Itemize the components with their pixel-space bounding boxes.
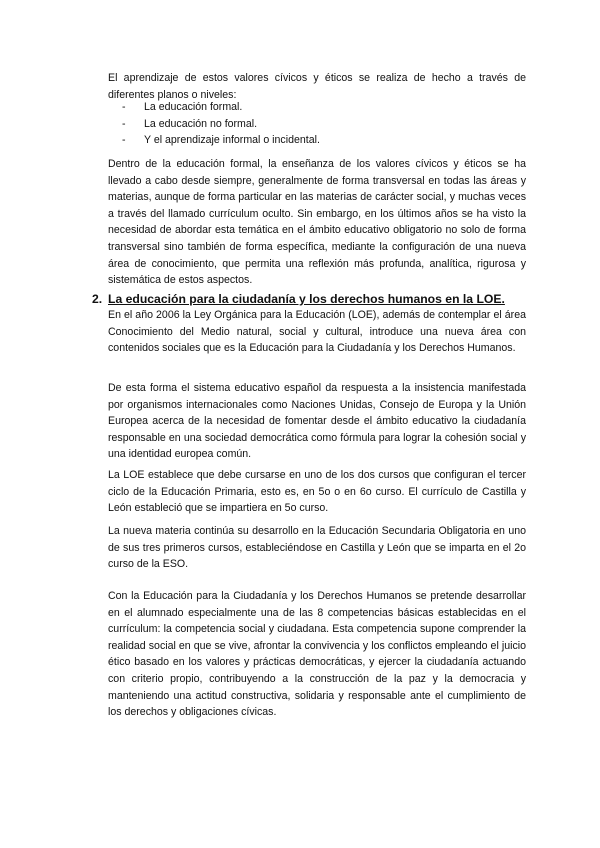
bullet-dash: - bbox=[122, 134, 126, 147]
list-item-text: La educación no formal. bbox=[144, 117, 258, 130]
paragraph-primary: La LOE establece que debe cursarse en uno de los dos cursos que configuran el tercer ciclo de la Educación Primaria, esto es, en 5o o en 6o curso. El currículo de Castilla y León estableció que se impartiera en 5o curso. bbox=[108, 469, 526, 515]
list-item bbox=[122, 116, 320, 133]
paragraph-competence: Con la Educación para la Ciudadanía y los Derechos Humanos se pretende desarrollar en el alumnado especialmente una de las 8 competencias básicas establecidas en el currículum: la competencia social y ciudadana. Esta competencia supone comprender la realidad social en que se vive, afrontar la convivencia y los conflictos empleando el juicio ético basado en los valores y prácticas democráticas, y ejercer la ciudadanía actuando con criterio propio, contribuyendo a la construcción de la paz y la democracia y manteniendo una actitud constructiva, solidaria y responsable ante el cumplimiento de los derechos y obligaciones cívicas. bbox=[108, 590, 526, 719]
formal-education-paragraph: Dentro de la educación formal, la enseñanza de los valores cívicos y éticos se ha llevado a cabo desde siempre, generalmente de forma transversal en todas las áreas y materias, aunque de forma particular en las materias de carácter social, y muchas veces a través del llamado currículum oculto. Sin embargo, en los últimos años se ha visto la necesidad de abordar esta temática en el ámbito educativo obligatorio no solo de forma transversal sino también de forma específica, mediante la configuración de una nueva área de conocimiento, que permita una reflexión más profunda, analítica, rigurosa y sistemática de estos aspectos. bbox=[108, 158, 526, 287]
intro-paragraph: El aprendizaje de estos valores cívicos y éticos se realiza de hecho a través de diferentes planos o niveles: bbox=[108, 72, 526, 101]
levels-list bbox=[122, 99, 320, 149]
list-item bbox=[122, 99, 320, 116]
list-item bbox=[122, 132, 320, 149]
paragraph-loe: En el año 2006 la Ley Orgánica para la Educación (LOE), además de contemplar el área Conocimiento del Medio natural, social y cultural, introduce una nueva área con contenidos sociales que es la Educación para la Ciudadanía y los Derechos Humanos. bbox=[108, 309, 526, 355]
section-heading bbox=[92, 290, 532, 308]
paragraph-response: De esta forma el sistema educativo español da respuesta a la insistencia manifestada por organismos internacionales como Naciones Unidas, Consejo de Europa y la Unión Europea acerca de la necesidad de fomentar desde el ámbito educativo la ciudadanía responsable en una sociedad democrática como fórmula para lograr la cohesión social y una identidad europea común. bbox=[108, 382, 526, 461]
list-item-text: Y el aprendizaje informal o incidental. bbox=[144, 134, 320, 147]
section-title: La educación para la ciudadanía y los derechos humanos en la LOE. bbox=[108, 292, 505, 306]
paragraph-secondary: La nueva materia continúa su desarrollo en la Educación Secundaria Obligatoria en uno de sus tres primeros cursos, estableciéndose en Castilla y León que se imparta en el 2o curso de la ESO. bbox=[108, 525, 526, 571]
bullet-dash: - bbox=[122, 101, 126, 113]
list-item-text: La educación formal. bbox=[144, 101, 243, 113]
bullet-dash: - bbox=[122, 117, 126, 130]
section-number: 2. bbox=[92, 292, 103, 306]
